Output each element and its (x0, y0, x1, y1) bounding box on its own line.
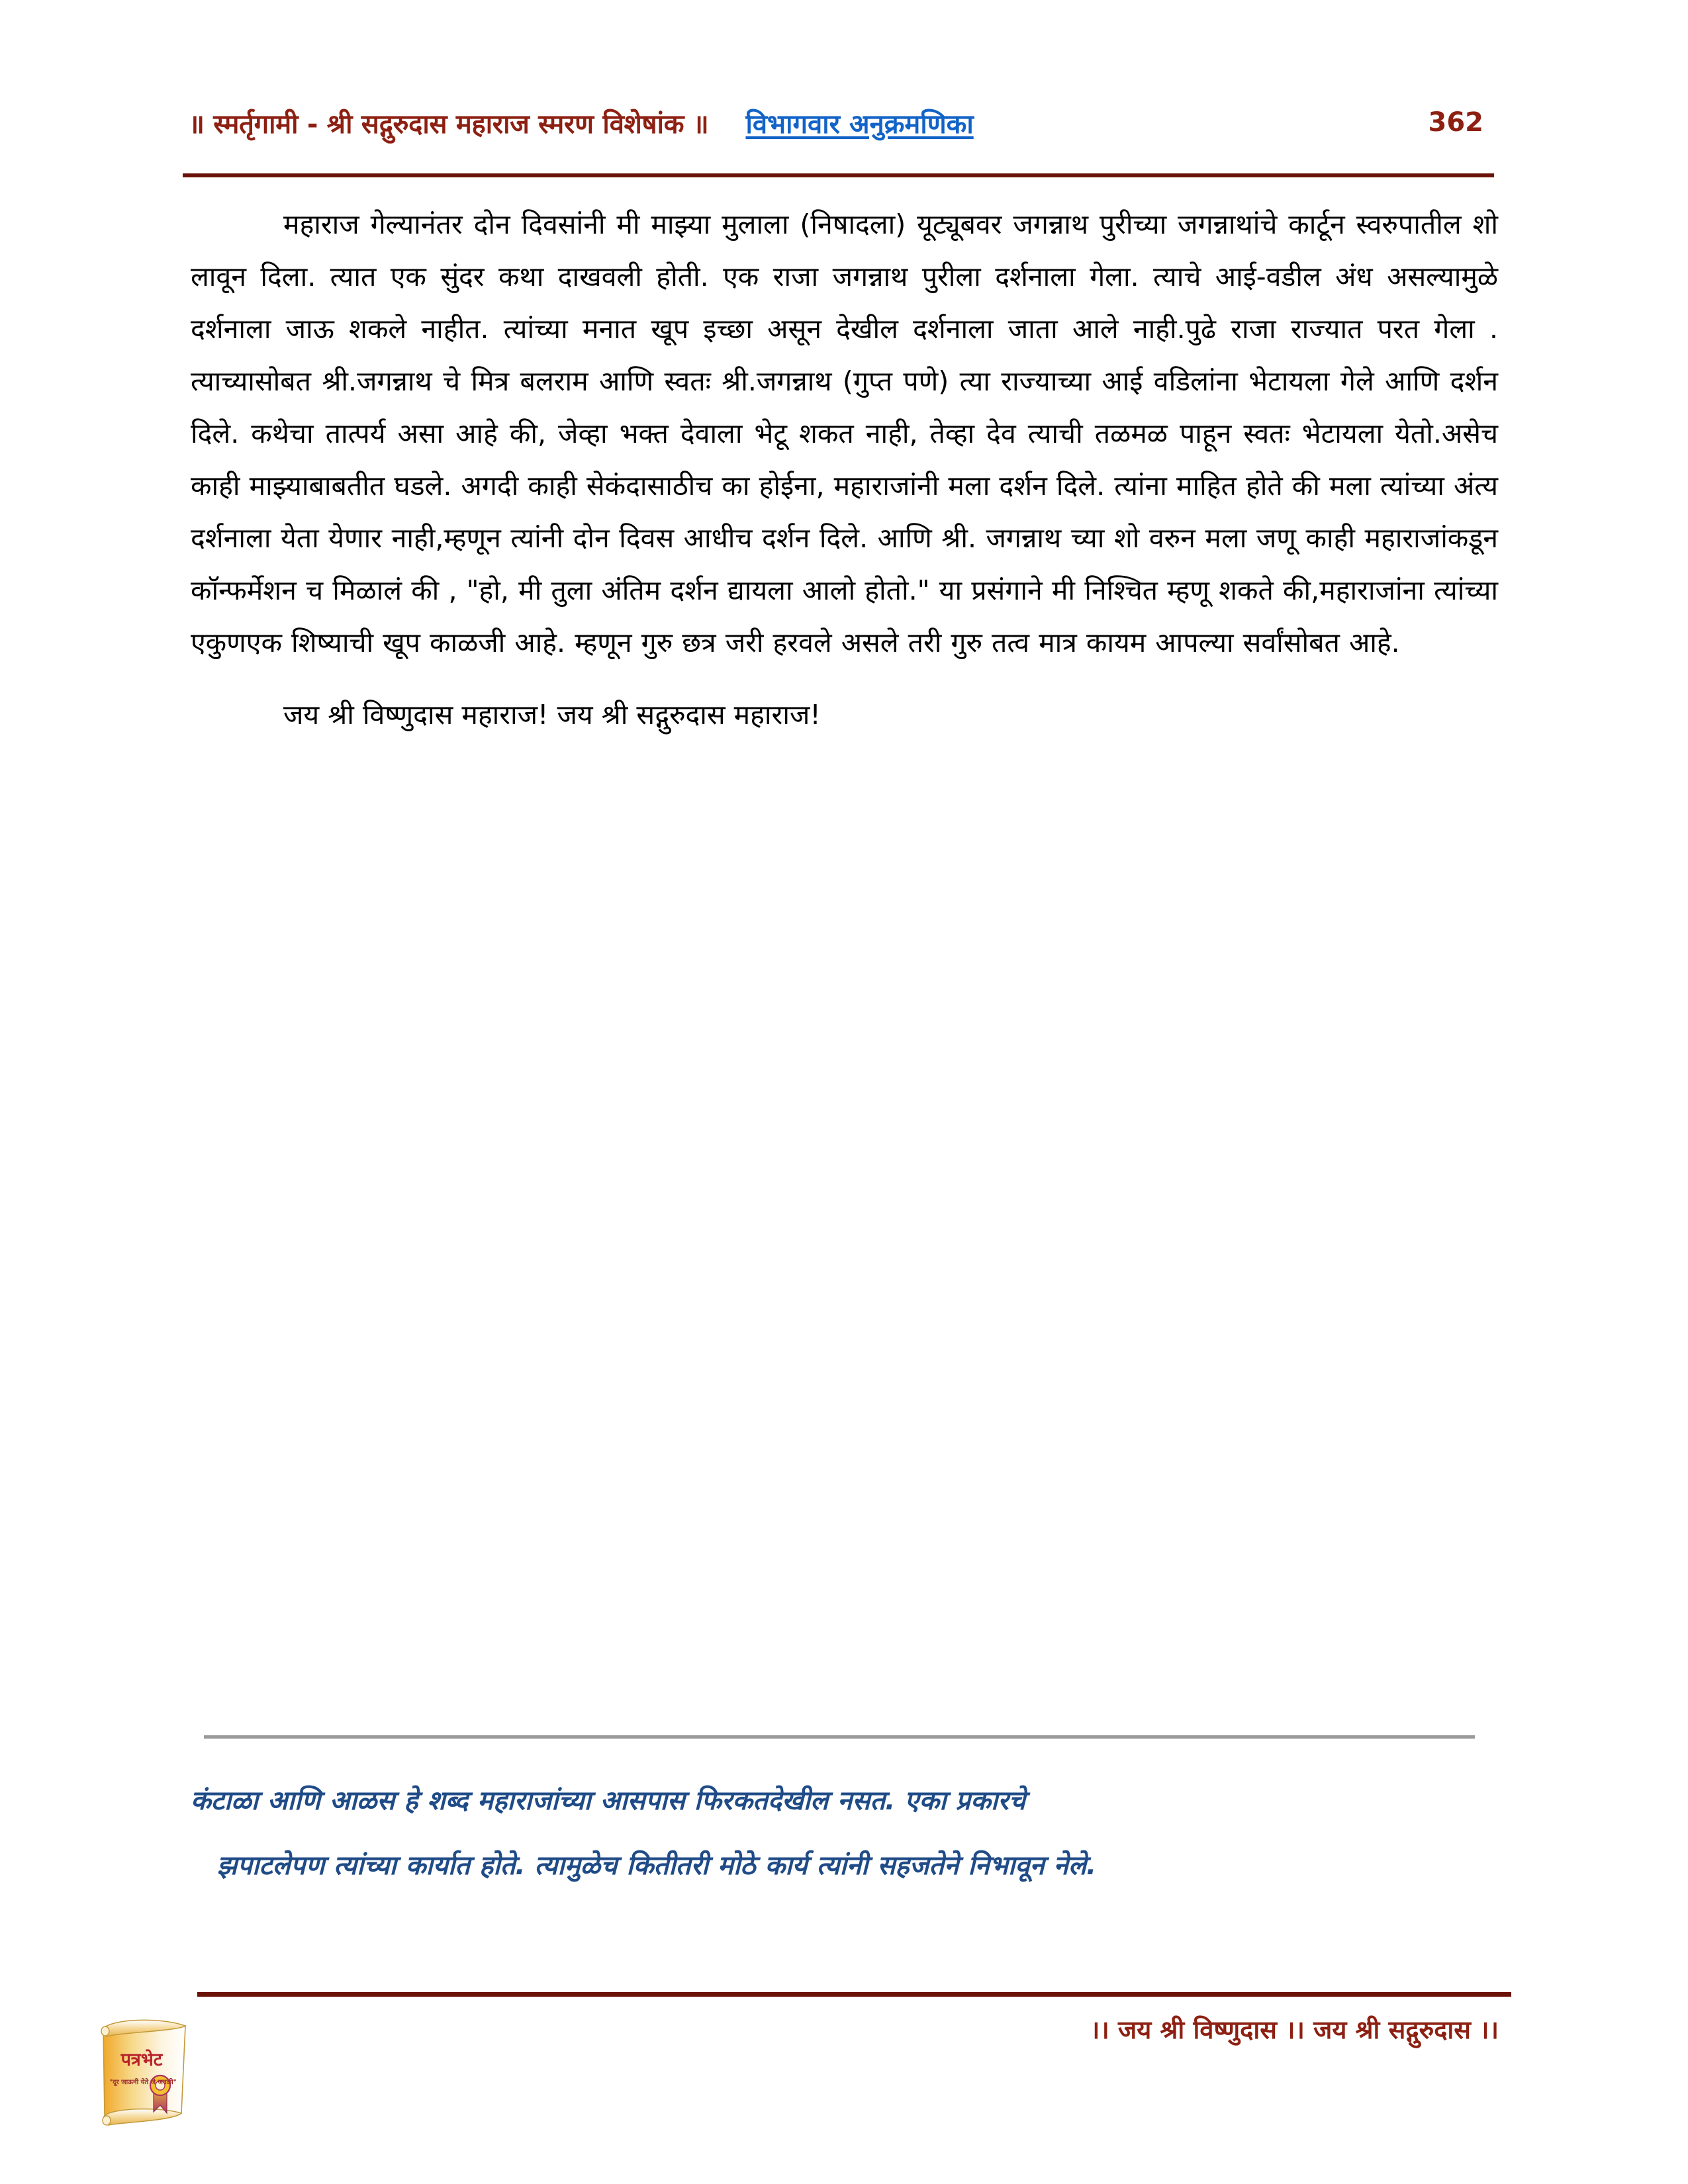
page-number: 362 (1428, 107, 1483, 138)
page-header (189, 97, 1499, 148)
footer-divider (197, 1992, 1511, 1997)
salutation-line: जय श्री विष्णुदास महाराज! जय श्री सद्गुरुदास महाराज! (283, 699, 821, 731)
body-content (191, 199, 1498, 741)
patrabhet-scroll-logo (85, 2009, 211, 2138)
footer-salutation: ।। जय श्री विष्णुदास ।। जय श्री सद्गुरुदास ।। (1090, 2015, 1499, 2044)
index-link[interactable]: विभागवार अनुक्रमणिका (745, 109, 974, 140)
body-paragraph: महाराज गेल्यानंतर दोन दिवसांनी मी माझ्या मुलाला (निषादला) यूट्यूबवर जगन्नाथ पुरीच्या जगन्नाथांचे कार्टून स्वरुपातील शो लावून दिला. त्यात एक सुंदर कथा दाखवली होती. एक राजा जगन्नाथ पुरीला दर्शनाला गेला. त्याचे आई-वडील अंध असल्यामुळे दर्शनाला जाऊ शकले नाहीत. त्यांच्या मनात खूप इच्छा असून देखील दर्शनाला जाता आले नाही.पुढे राजा राज्यात परत गेला . त्याच्यासोबत श्री.जगन्नाथ चे मित्र बलराम आणि स्वतः श्री.जगन्नाथ (गुप्त पणे) त्या राज्याच्या आई वडिलांना भेटायला गेले आणि दर्शन दिले. कथेचा तात्पर्य असा आहे की, जेव्हा भक्त देवाला भेटू शकत नाही, तेव्हा देव त्याची तळमळ पाहून स्वतः भेटायला येतो.असेच काही माझ्याबाबतीत घडले. अगदी काही सेकंदासाठीच का होईना, महाराजांनी मला दर्शन दिले. त्यांना माहित होते की मला त्यांच्या अंत्य दर्शनाला येता येणार नाही,म्हणून त्यांनी दोन दिवस आधीच दर्शन दिले. आणि श्री. जगन्नाथ च्या शो वरुन मला जणू काही महाराजांकडून कॉन्फर्मेशन च मिळालं की , "हो, मी तुला अंतिम दर्शन द्यायला आलो होतो." या प्रसंगाने मी निश्चित म्हणू शकते की,महाराजांना त्यांच्या एकुणएक शिष्याची खूप काळजी आहे. म्हणून गुरु छत्र जरी हरवले असले तरी गुरु तत्व मात्र कायम आपल्या सर्वांसोबत आहे. (191, 208, 1498, 659)
scroll-bottom-curl-icon (103, 2109, 181, 2125)
quote-line-1: कंटाळा आणि आळस हे शब्द महाराजांच्या आसपास फिरकतदेखील नसत. एका प्रकारचे (191, 1786, 1026, 1816)
logo-tagline-text: "दूर जाऊनी येते जे जवळी" (109, 2079, 177, 2086)
quote-divider (204, 1735, 1475, 1739)
header-title: ॥ स्मर्तृगामी - श्री सद्गुरुदास महाराज स्मरण विशेषांक ॥ (189, 109, 709, 140)
quote-line-2: झपाटलेपण त्यांच्या कार्यात होते. त्यामुळेच कितीतरी मोठे कार्य त्यांनी सहजतेने निभावून नेले. (217, 1850, 1097, 1881)
highlight-quote (191, 1768, 1508, 1898)
logo-title-text: पत्रभेट (120, 2050, 163, 2070)
header-divider (183, 173, 1494, 177)
